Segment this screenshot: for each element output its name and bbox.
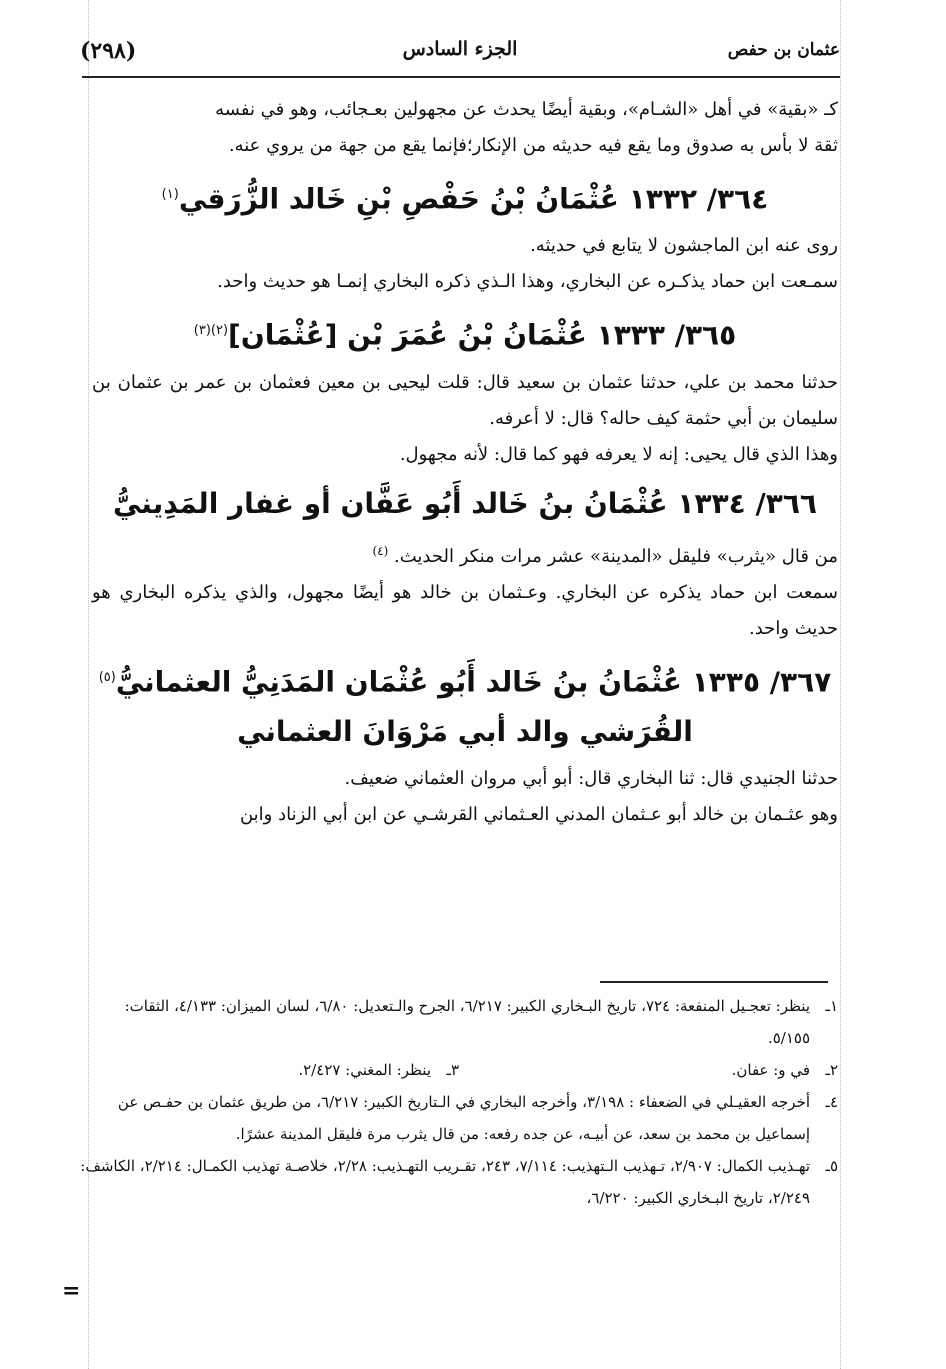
entry-paragraph: وهو عثـمان بن خالد أبو عـثمان المدني العـثماني القرشـي عن ابن أبي الزناد وابن <box>239 803 838 825</box>
intro-line: كـ «بقية» في أهل «الشـام»، وبقية أيضًا يحدث عن مجهولين بعـجائب، وهو في نفسه <box>215 99 838 120</box>
footnote-ref: (١) <box>161 187 179 202</box>
footnotes <box>80 990 838 1214</box>
page-number: (٢٩٨) <box>80 38 137 64</box>
footnote-number: ٣ـ <box>446 1061 459 1079</box>
footnote-2 <box>459 1054 838 1086</box>
entry-paragraph <box>92 533 838 575</box>
header-rule <box>82 76 840 78</box>
footnote-5 <box>80 1150 838 1214</box>
entry-heading-text: ٣٦٦/ ١٣٣٤ عُثْمَانُ بنُ خَالد أَبُو عَفَّان أو غفار المَدِينيُّ <box>112 486 818 520</box>
footnote-text: ينظر: المغني: ٢/٤٢٧. <box>298 1061 431 1079</box>
margin-guide-right <box>840 0 841 1369</box>
entry-heading-text: ٣٦٧/ ١٣٣٥ عُثْمَانُ بنُ خَالد أَبُو عُثْمَان المَدَنِيُّ العثمانيُّ <box>115 664 832 698</box>
footnote-text: تهـذيب الكمال: ٢/٩٠٧، تـهذيب الـتهذيب: ٧/١١٤، ٢٤٣، تقـريب التهـذيب: ٢/٢٨، خلاصـة تهذيب الكمـال: ٢/٢١٤، الكاشف: ٢/٢٤٩، تاريخ البـخاري الكبير: ٦/٢٢٠، <box>80 1157 810 1207</box>
entry-paragraph-text: من قال «يثرب» فليقل «المدينة» عشر مرات منكر الحديث. <box>394 545 838 567</box>
footnote-number: ٤ـ <box>825 1093 838 1111</box>
entry-paragraph: روى عنه ابن الماجشون لا يتابع في حديثه. <box>530 235 838 257</box>
footnote-number: ٢ـ <box>825 1061 838 1079</box>
running-title: عثمان بن حفص <box>727 40 840 60</box>
footnote-number: ١ـ <box>825 997 838 1015</box>
footnote-text: أخرجه العقيـلي في الضعفاء : ٣/١٩٨، وأخرجه البخاري في الـتاريخ الكبير: ٦/٢١٧، من طريق عثمان بن حفـص عن إسماعيل بن محمد بن سعد، عن أبيـه، عن جده رفعه: من قال يثرب مرة فليقل المدينة عشرًا. <box>117 1093 810 1143</box>
entry-heading-line2: القُرَشي والد أبي مَرْوَانَ العثماني <box>237 714 693 748</box>
footnote-ref: (٤) <box>372 543 389 558</box>
entry-heading-367 <box>92 653 838 757</box>
footnote-ref: (٥) <box>98 669 116 685</box>
main-text <box>92 92 838 833</box>
volume-title: الجزء السادس <box>402 38 518 60</box>
footnote-text: في و: عفان. <box>731 1061 810 1079</box>
entry-heading-text: ٣٦٥/ ١٣٣٣ عُثْمَانُ بْنُ عُمَرَ بْن [عُثْمَان] <box>228 318 737 352</box>
footnote-2-3 <box>80 1054 838 1086</box>
footnote-number: ٥ـ <box>825 1157 838 1175</box>
entry-heading-364 <box>92 170 838 224</box>
page-header <box>80 34 840 74</box>
entry-paragraph: حدثنا محمد بن علي، حدثنا عثمان بن سعيد قال: قلت ليحيى بن معين فعثمان بن عمر بن عثمان بن سليمان بن أبي حثمة كيف حاله؟ قال: لا أعرفه. <box>92 371 838 429</box>
entry-paragraph: وهذا الذي قال يحيى: إنه لا يعرفه فهو كما قال: لأنه مجهول. <box>399 443 838 465</box>
footnote-rule <box>600 981 828 983</box>
footnote-ref: (٢)(٣) <box>193 323 229 339</box>
footnote-4 <box>80 1086 838 1150</box>
entry-heading-365 <box>92 306 838 360</box>
footnote-3 <box>80 1054 459 1086</box>
entry-heading-366 <box>92 479 838 529</box>
entry-paragraph: سمعت ابن حماد يذكره عن البخاري. وعـثمان بن خالد هو أيضًا مجهول، والذي يذكره البخاري هو حديث واحد. <box>92 581 838 639</box>
intro-line: ثقة لا بأس به صدوق وما يقع فيه حديثه من الإنكار؛فإنما يقع من جهة من يروي عنه. <box>228 135 838 156</box>
entry-paragraph: حدثنا الجنيدي قال: ثنا البخاري قال: أبو أبي مروان العثماني ضعيف. <box>344 767 838 789</box>
entry-heading-text: ٣٦٤/ ١٣٣٢ عُثْمَانُ بْنُ حَفْصِ بْنِ خَالد الزُّرَقي <box>178 182 769 216</box>
entry-paragraph: سمـعت ابن حماد يذكـره عن البخاري، وهذا الـذي ذكره البخاري إنمـا هو حديث واحد. <box>217 271 838 293</box>
continuation-mark: = <box>62 1278 81 1304</box>
footnote-1 <box>80 990 838 1054</box>
footnote-text: ينظر: تعجـيل المنفعة: ٧٢٤، تاريخ البـخاري الكبير: ٦/٢١٧، الجرح والـتعديل: ٦/٨٠، لسان الميزان: ٤/١٣٣، الثقات: ٥/١٥٥. <box>124 997 810 1047</box>
